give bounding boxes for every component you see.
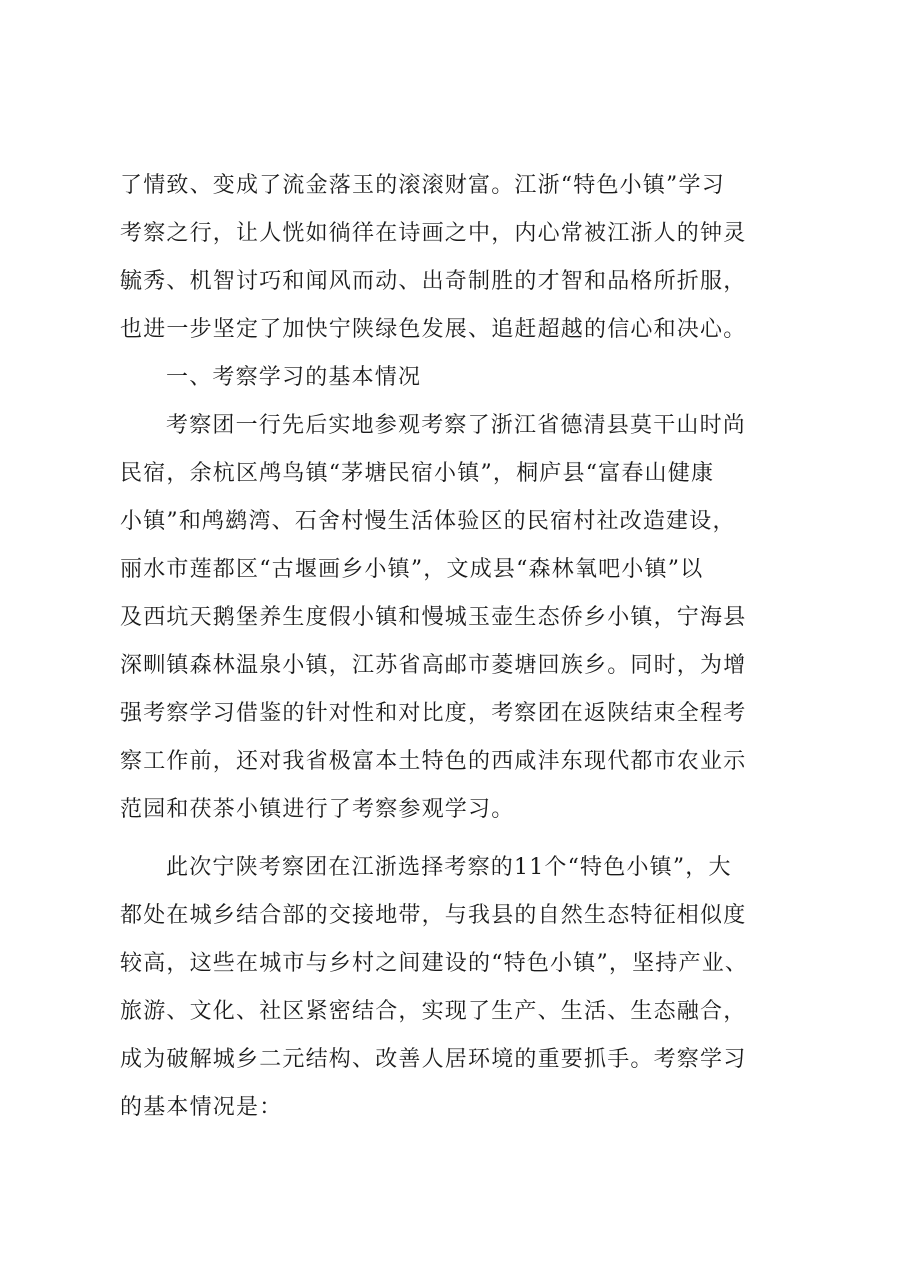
text-line: 强考察学习借鉴的针对性和对比度，考察团在返陕结束全程考 [120,701,747,726]
text-line: 成为破解城乡二元结构、改善人居环境的重要抓手。考察学习 [120,1047,747,1072]
section-heading: 一、考察学习的基本情况 [166,365,422,390]
text-line: 都处在城乡结合部的交接地带，与我县的自然生态特征相似度 [120,903,747,928]
paragraph-itinerary [120,402,820,834]
text-line: 较高，这些在城市与乡村之间建设的“特色小镇”，坚持产业、 [120,951,749,976]
text-line: 民宿，余杭区鸬鸟镇“茅塘民宿小镇”，桐庐县“富春山健康 [120,461,715,486]
document-body [120,162,820,1132]
text-line: 深甽镇森林温泉小镇，江苏省高邮市菱塘回族乡。同时，为增 [120,653,747,678]
text-line: 小镇”和鸬鹚湾、石舍村慢生活体验区的民宿村社改造建设， [120,509,736,534]
text-line: 范园和茯茶小镇进行了考察参观学习。 [120,797,515,822]
text-line: 考察之行，让人恍如徜徉在诗画之中，内心常被江浙人的钟灵 [120,221,747,246]
text-line: 察工作前，还对我省极富本土特色的西咸沣东现代都市农业示 [120,749,747,774]
text-line: 的基本情况是： [120,1095,283,1120]
text-line: 旅游、文化、社区紧密结合，实现了生产、生活、生态融合， [120,999,747,1024]
text-line: 了情致、变成了流金落玉的滚滚财富。江浙“特色小镇”学习 [120,173,725,198]
text-line: 也进一步坚定了加快宁陕绿色发展、追赶超越的信心和决心。 [120,317,747,342]
text-line: 丽水市莲都区“古堰画乡小镇”，文成县“森林氧吧小镇”以 [120,557,704,582]
paragraph-continued [120,162,820,354]
text-line: 毓秀、机智讨巧和闻风而动、出奇制胜的才智和品格所折服， [120,269,747,294]
text-line: 此次宁陕考察团在江浙选择考察的11个“特色小镇”，大 [166,855,732,880]
text-line: 及西坑天鹅堡养生度假小镇和慢城玉壶生态侨乡小镇，宁海县 [120,605,747,630]
paragraph-summary [120,844,820,1132]
paragraph-spacer [120,834,820,844]
text-line: 考察团一行先后实地参观考察了浙江省德清县莫干山时尚 [166,413,747,438]
